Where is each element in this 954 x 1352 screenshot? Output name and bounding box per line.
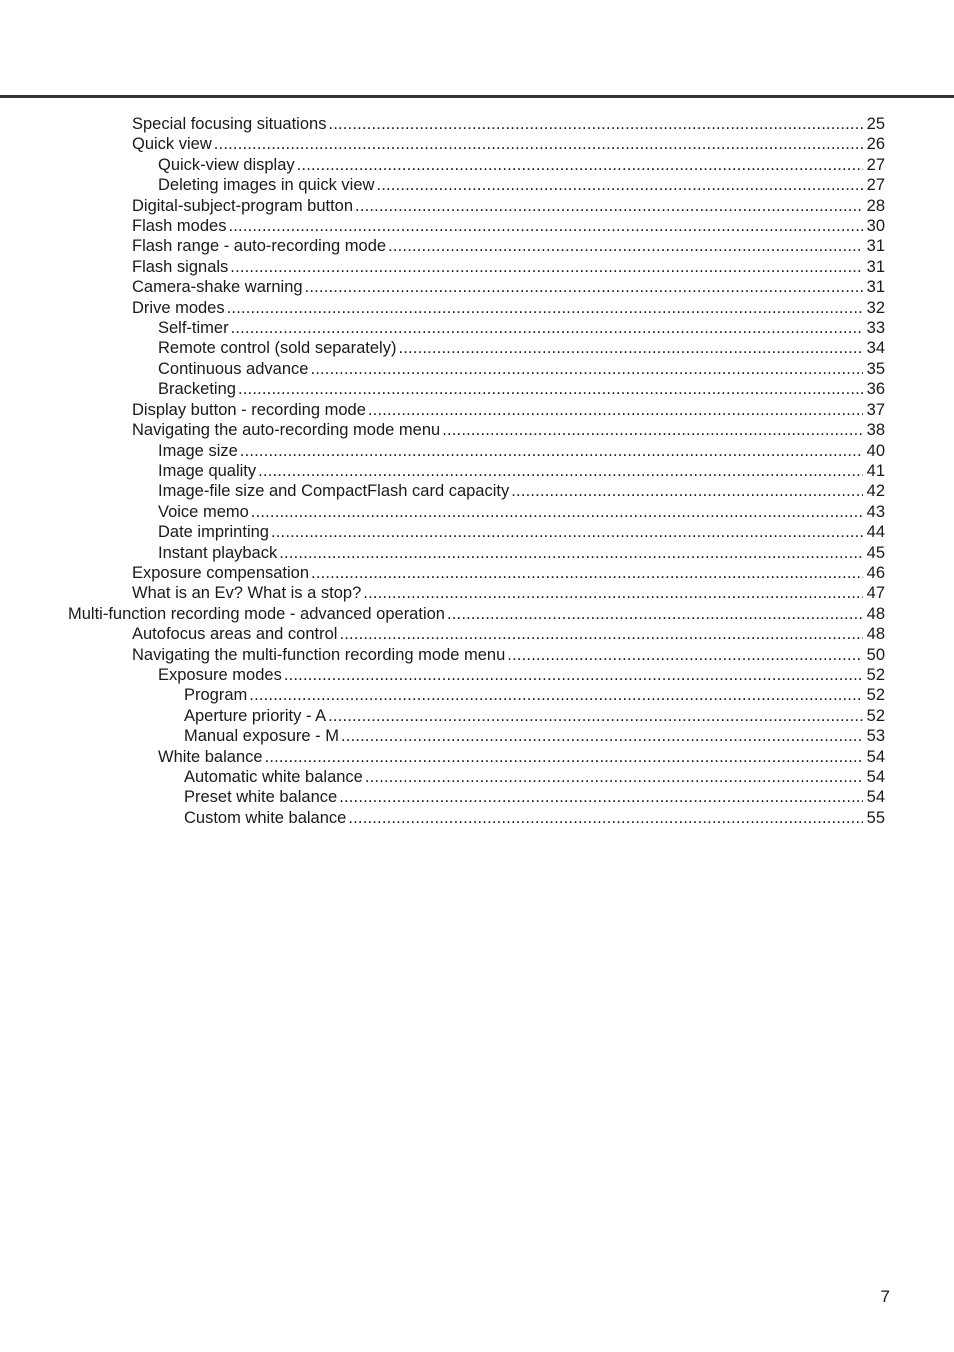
toc-entry-title: Display button - recording mode (132, 400, 366, 419)
toc-entry-page: 27 (866, 155, 885, 174)
toc-entry-title: Quick-view display (158, 155, 295, 174)
toc-entry[interactable] (132, 298, 954, 318)
toc-entry[interactable] (132, 563, 954, 583)
toc-entry-page: 53 (866, 727, 885, 746)
toc-entry[interactable] (158, 543, 954, 563)
toc-entry[interactable] (184, 787, 954, 807)
toc-entry-page: 55 (866, 808, 885, 827)
toc-dot-leader (271, 522, 863, 542)
toc-entry[interactable] (132, 400, 954, 420)
toc-entry[interactable] (132, 624, 954, 644)
toc-entry-page: 54 (866, 788, 885, 807)
toc-entry-page: 27 (866, 176, 885, 195)
toc-entry-title: Navigating the multi-function recording mode menu (132, 645, 506, 664)
toc-dot-leader (355, 196, 863, 216)
toc-entry-title: What is an Ev? What is a stop? (132, 584, 362, 603)
toc-entry-title: Instant playback (158, 543, 278, 562)
toc-entry-title: Preset white balance (184, 788, 338, 807)
toc-entry[interactable] (132, 196, 954, 216)
toc-dot-leader (398, 338, 863, 358)
toc-dot-leader (388, 236, 863, 256)
toc-entry[interactable] (132, 583, 954, 603)
toc-entry[interactable] (158, 338, 954, 358)
toc-entry-page: 52 (866, 665, 885, 684)
toc-dot-leader (228, 216, 863, 236)
toc-entry-title: Quick view (132, 135, 212, 154)
toc-entry[interactable] (184, 706, 954, 726)
toc-entry-page: 43 (866, 502, 885, 521)
toc-dot-leader (339, 787, 863, 807)
toc-entry-page: 52 (866, 686, 885, 705)
toc-entry-page: 40 (866, 441, 885, 460)
toc-entry-title: Remote control (sold separately) (158, 339, 397, 358)
toc-entry[interactable] (132, 257, 954, 277)
toc-entry-page: 31 (866, 257, 885, 276)
toc-entry-title: Bracketing (158, 380, 236, 399)
toc-dot-leader (328, 706, 863, 726)
toc-entry-title: Camera-shake warning (132, 278, 303, 297)
toc-dot-leader (297, 155, 863, 175)
toc-entry[interactable] (158, 522, 954, 542)
toc-dot-leader (230, 257, 863, 277)
toc-entry-title: Exposure compensation (132, 563, 310, 582)
toc-entry[interactable] (68, 604, 954, 624)
toc-entry[interactable] (158, 155, 954, 175)
toc-entry[interactable] (158, 441, 954, 461)
toc-dot-leader (339, 624, 863, 644)
toc-entry-page: 30 (866, 217, 885, 236)
toc-entry[interactable] (158, 379, 954, 399)
toc-dot-leader (363, 583, 863, 603)
toc-dot-leader (376, 175, 863, 195)
toc-entry-title: Manual exposure - M (184, 727, 339, 746)
toc-entry[interactable] (132, 114, 954, 134)
toc-entry-title: Continuous advance (158, 359, 309, 378)
toc-dot-leader (305, 277, 863, 297)
toc-entry[interactable] (158, 747, 954, 767)
toc-entry[interactable] (184, 767, 954, 787)
toc-entry[interactable] (132, 236, 954, 256)
toc-entry-title: White balance (158, 747, 263, 766)
toc-dot-leader (328, 114, 863, 134)
toc-dot-leader (238, 379, 863, 399)
toc-entry-page: 54 (866, 747, 885, 766)
toc-dot-leader (231, 318, 863, 338)
toc-entry-page: 48 (866, 604, 885, 623)
toc-entry-title: Autofocus areas and control (132, 625, 338, 644)
toc-dot-leader (507, 645, 863, 665)
toc-entry-page: 35 (866, 359, 885, 378)
toc-entry-page: 26 (866, 135, 885, 154)
toc-entry-title: Date imprinting (158, 523, 269, 542)
toc-entry[interactable] (158, 481, 954, 501)
toc-entry-page: 44 (866, 523, 885, 542)
toc-entry-title: Navigating the auto-recording mode menu (132, 421, 441, 440)
toc-entry[interactable] (184, 808, 954, 828)
toc-entry-title: Custom white balance (184, 808, 347, 827)
toc-entry-page: 46 (866, 563, 885, 582)
toc-entry-page: 52 (866, 706, 885, 725)
toc-dot-leader (279, 543, 863, 563)
page-number: 7 (880, 1287, 890, 1306)
toc-entry-page: 31 (866, 237, 885, 256)
toc-entry[interactable] (158, 318, 954, 338)
toc-entry[interactable] (158, 359, 954, 379)
toc-entry-title: Flash modes (132, 217, 227, 236)
toc-entry-page: 48 (866, 625, 885, 644)
toc-dot-leader (284, 665, 863, 685)
toc-entry-page: 54 (866, 768, 885, 786)
toc-entry-title: Drive modes (132, 298, 225, 317)
toc-entry-title: Image-file size and CompactFlash card capacity (158, 482, 510, 501)
toc-entry-title: Deleting images in quick view (158, 176, 375, 195)
toc-entry[interactable] (132, 420, 954, 440)
toc-entry-page: 42 (866, 482, 885, 501)
toc-entry-title: Self-timer (158, 319, 229, 338)
table-of-contents (0, 114, 954, 828)
toc-entry-page: 28 (866, 196, 885, 215)
toc-entry-title: Program (184, 686, 248, 705)
toc-entry-title: Multi-function recording mode - advanced operation (68, 604, 445, 623)
toc-entry[interactable] (132, 277, 954, 297)
header-rule (0, 95, 954, 98)
toc-dot-leader (265, 747, 863, 767)
toc-entry-page: 41 (866, 461, 885, 480)
toc-entry[interactable] (158, 461, 954, 481)
toc-dot-leader (258, 461, 863, 481)
toc-entry-title: Voice memo (158, 502, 249, 521)
toc-entry-title: Exposure modes (158, 665, 282, 684)
toc-entry[interactable] (132, 216, 954, 236)
toc-entry[interactable] (132, 645, 954, 665)
toc-entry-title: Flash signals (132, 257, 229, 276)
toc-entry-title: Flash range - auto-recording mode (132, 237, 387, 256)
toc-dot-leader (240, 441, 863, 461)
toc-entry-page: 25 (866, 115, 885, 133)
toc-entry[interactable] (158, 175, 954, 195)
toc-entry[interactable] (132, 134, 954, 154)
toc-dot-leader (442, 420, 863, 440)
toc-entry-page: 34 (866, 339, 885, 358)
toc-dot-leader (227, 298, 863, 318)
toc-entry-page: 37 (866, 400, 885, 419)
toc-entry-title: Special focusing situations (132, 115, 327, 133)
toc-entry-page: 47 (866, 584, 885, 603)
toc-entry-page: 38 (866, 421, 885, 440)
toc-entry-title: Automatic white balance (184, 768, 363, 786)
toc-entry-page: 45 (866, 543, 885, 562)
toc-entry-title: Aperture priority - A (184, 706, 327, 725)
toc-entry-page: 36 (866, 380, 885, 399)
toc-entry-title: Image size (158, 441, 238, 460)
toc-entry-page: 50 (866, 645, 885, 664)
toc-entry[interactable] (158, 502, 954, 522)
toc-dot-leader (311, 563, 863, 583)
toc-dot-leader (368, 400, 863, 420)
toc-dot-leader (341, 726, 863, 746)
toc-dot-leader (310, 359, 863, 379)
toc-entry[interactable] (158, 665, 954, 685)
toc-entry-page: 33 (866, 319, 885, 338)
toc-entry-page: 31 (866, 278, 885, 297)
toc-entry[interactable] (184, 685, 954, 705)
toc-entry[interactable] (184, 726, 954, 746)
toc-entry-title: Digital-subject-program button (132, 196, 354, 215)
toc-dot-leader (511, 481, 863, 501)
toc-dot-leader (251, 502, 863, 522)
toc-dot-leader (365, 767, 863, 787)
toc-dot-leader (348, 808, 863, 828)
toc-dot-leader (447, 604, 863, 624)
toc-entry-page: 32 (866, 298, 885, 317)
toc-entry-title: Image quality (158, 461, 257, 480)
toc-dot-leader (214, 134, 863, 154)
toc-dot-leader (249, 685, 863, 705)
